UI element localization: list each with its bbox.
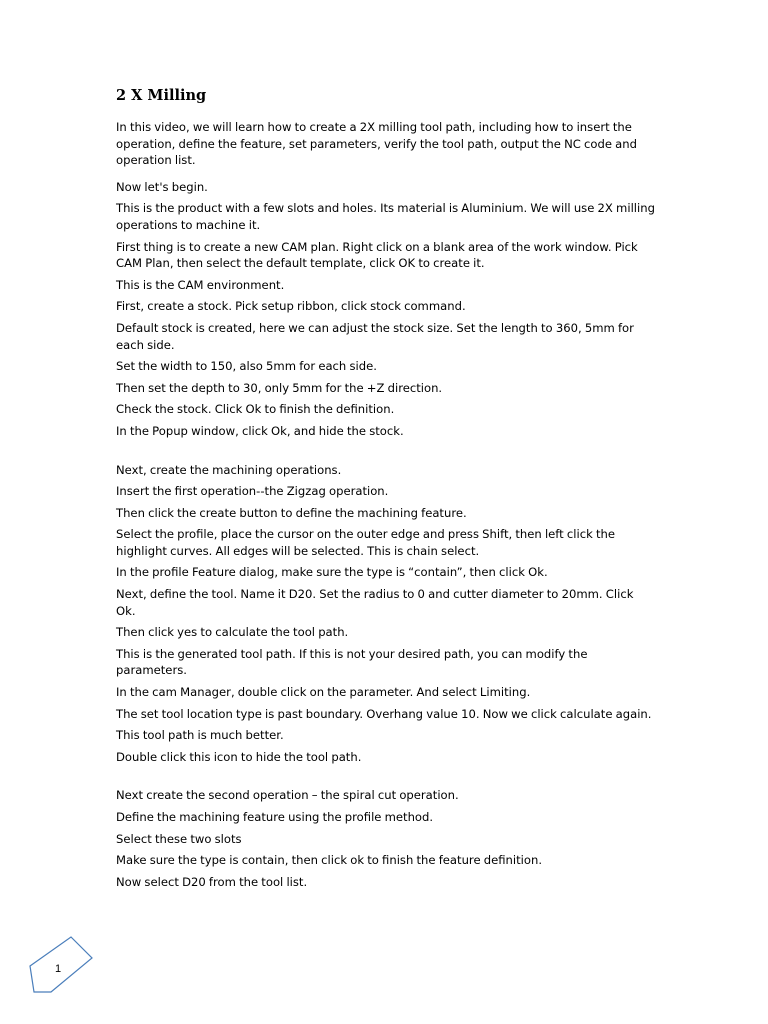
paragraph: This tool path is much better.: [116, 728, 284, 743]
page-number-badge: [28, 936, 94, 998]
paragraph: This is the generated tool path. If this is not your desired path, you can modify the parameters.: [116, 646, 588, 678]
paragraph: Define the machining feature using the profile method.: [116, 810, 434, 824]
paragraph: This is the CAM environment.: [116, 277, 285, 292]
page-number: 1: [54, 963, 62, 975]
page-title: 2 X Milling: [116, 87, 207, 104]
paragraph: The set tool location type is past boundary. Overhang value 10. Now we click calculate again.: [116, 706, 652, 721]
paragraph: Select these two slots: [116, 831, 242, 846]
paragraph: Now let's begin.: [116, 179, 208, 194]
paragraph: Check the stock. Click Ok to finish the definition.: [116, 402, 395, 417]
paragraph: Then click the create button to define the machining feature.: [116, 505, 467, 520]
paragraph: Now select D20 from the tool list.: [116, 874, 308, 889]
document-body: [116, 119, 656, 890]
paragraph: Then set the depth to 30, only 5mm for the +Z direction.: [116, 380, 443, 395]
paragraph: In the cam Manager, double click on the parameter. And select Limiting.: [116, 685, 531, 700]
paragraph: Next, create the machining operations.: [116, 462, 342, 477]
paragraph: Set the width to 150, also 5mm for each side.: [116, 359, 377, 374]
paragraph: Double click this icon to hide the tool path.: [116, 749, 362, 764]
paragraph: In the profile Feature dialog, make sure the type is “contain”, then click Ok.: [116, 565, 548, 580]
paragraph: In the Popup window, click Ok, and hide the stock.: [116, 423, 404, 438]
paragraph: Next, define the tool. Name it D20. Set the radius to 0 and cutter diameter to 20mm. Click Ok.: [116, 587, 634, 618]
paragraph: Next create the second operation – the spiral cut operation.: [116, 788, 459, 803]
paragraph: Default stock is created, here we can adjust the stock size. Set the length to 360, 5mm for each side.: [116, 320, 634, 352]
paragraph: Make sure the type is contain, then click ok to finish the feature definition.: [116, 853, 543, 868]
paragraph: Select the profile, place the cursor on the outer edge and press Shift, then left click the highlight curves. All edges will be selected. This is chain select.: [116, 527, 616, 558]
paragraph: Then click yes to calculate the tool path.: [116, 625, 349, 640]
paragraph: First, create a stock. Pick setup ribbon, click stock command.: [116, 299, 466, 314]
paragraph: First thing is to create a new CAM plan. Right click on a blank area of the work window. Pick CAM Plan, then select the default template, click OK to create it.: [116, 239, 638, 271]
paragraph: Insert the first operation--the Zigzag operation.: [116, 484, 389, 499]
paragraph: This is the product with a few slots and holes. Its material is Aluminium. We will use 2X milling operations to machine it.: [116, 201, 655, 232]
paragraph-intro: In this video, we will learn how to create a 2X milling tool path, including how to insert the operation, define the feature, set parameters, verify the tool path, output the NC code and operation list.: [116, 120, 637, 168]
